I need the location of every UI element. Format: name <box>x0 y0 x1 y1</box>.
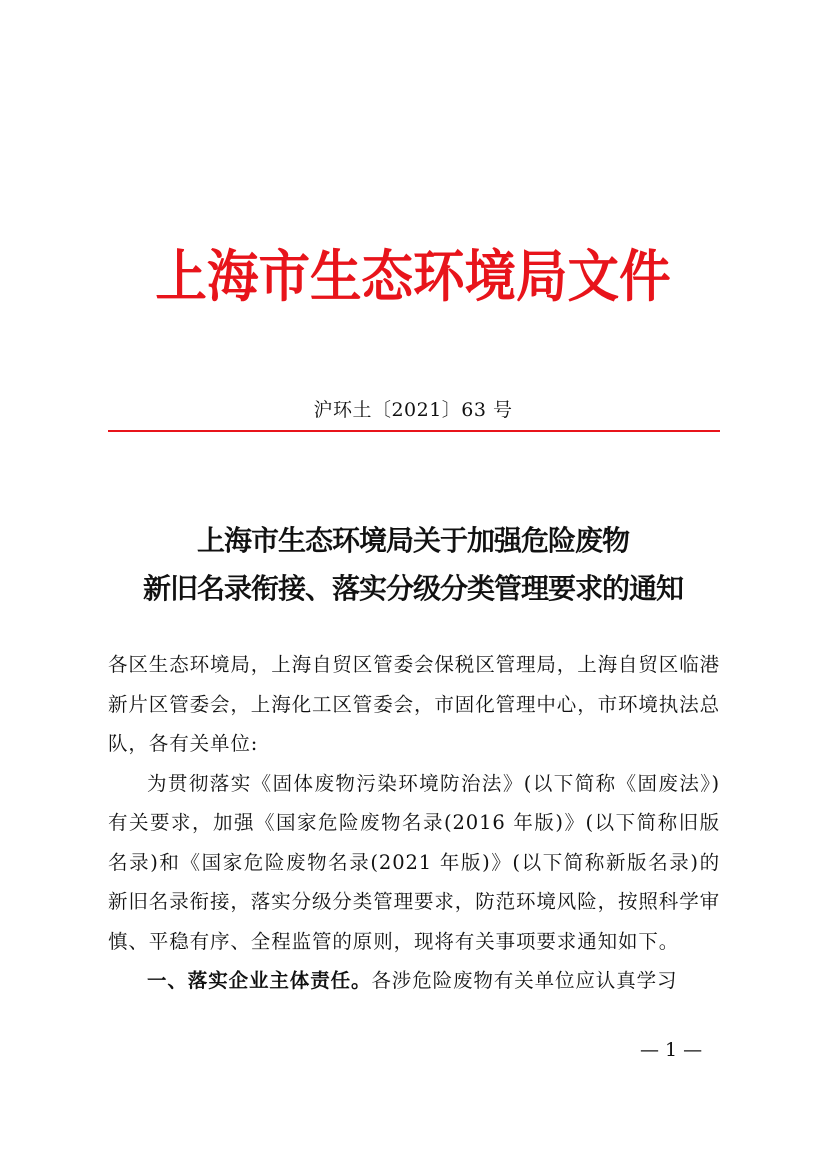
notice-title-line-1: 上海市生态环境局关于加强危险废物 <box>196 524 629 557</box>
issuer-title: 上海市生态环境局文件 <box>155 245 671 310</box>
section-1-heading: 一、落实企业主体责任。 <box>147 969 372 992</box>
paragraph-intro: 为贯彻落实《固体废物污染环境防治法》(以下简称《固废法》)有关要求，加强《国家危险废物名录(2016 年版)》(以下简称旧版名录)和《国家危险废物名录(2021 年版)》(以下简称新版名录)的新旧名录衔接，落实分级分类管理要求，防范环境风险，按照科学审慎、平稳有序、全程监管的原则，现将有关事项要求通知如下。 <box>108 771 721 953</box>
section-1 <box>108 961 720 1001</box>
section-1-text: 各涉危险废物有关单位应认真学习 <box>371 969 678 992</box>
addressees: 各区生态环境局，上海自贸区管委会保税区管理局，上海自贸区临港新片区管委会，上海化工区管委会，市固化管理中心，市环境执法总队，各有关单位: <box>108 653 721 755</box>
red-separator-rule <box>108 430 720 432</box>
page-number: — 1 — <box>640 1039 703 1061</box>
notice-title <box>0 517 826 613</box>
notice-body <box>108 645 720 1001</box>
document-number: 沪环土〔2021〕63 号 <box>313 399 513 421</box>
notice-title-line-2: 新旧名录衔接、落实分级分类管理要求的通知 <box>142 572 683 605</box>
